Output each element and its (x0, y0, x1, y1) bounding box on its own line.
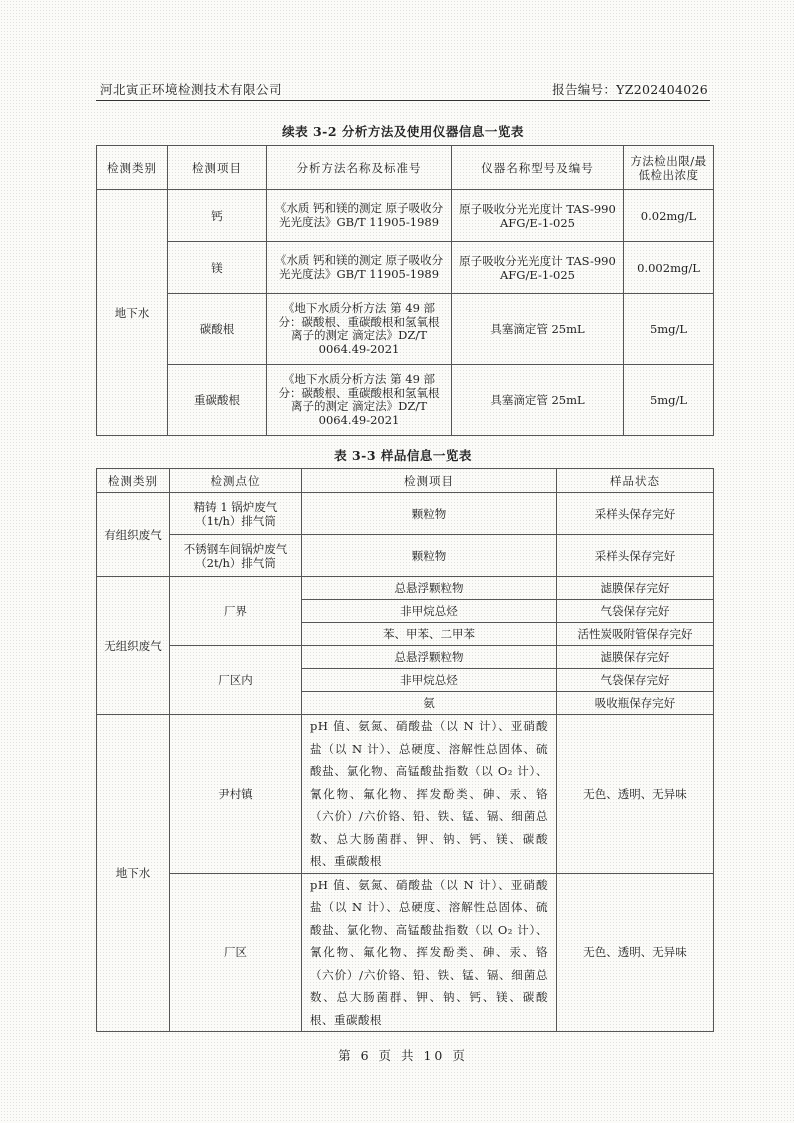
table1-title: 续表 3-2 分析方法及使用仪器信息一览表 (282, 124, 524, 139)
table-row (97, 873, 714, 1032)
item-cell: 钙 (168, 190, 267, 242)
status-cell: 滤膜保存完好 (557, 577, 714, 600)
point-cell: 厂区内 (170, 646, 302, 715)
col-header-method: 分析方法名称及标准号 (267, 146, 452, 190)
item-cell: 总悬浮颗粒物 (302, 577, 557, 600)
col-header-instrument: 仪器名称型号及编号 (452, 146, 624, 190)
page-number: 第 6 页 共 10 页 (338, 1048, 468, 1063)
item-cell: 镁 (168, 242, 267, 294)
table-row (97, 577, 714, 600)
report-number: 报告编号：YZ202404026 (552, 82, 708, 97)
limit-cell: 0.002mg/L (624, 242, 714, 294)
instrument-cell: 具塞滴定管 25mL (452, 294, 624, 365)
item-cell: 颗粒物 (302, 535, 557, 577)
col-header-item: 检测项目 (302, 469, 557, 493)
table-row (97, 535, 714, 577)
item-cell: 非甲烷总烃 (302, 600, 557, 623)
status-cell: 气袋保存完好 (557, 669, 714, 692)
item-cell: 碳酸根 (168, 294, 267, 365)
item-cell: 苯、甲苯、二甲苯 (302, 623, 557, 646)
table-row (97, 493, 714, 535)
status-cell: 滤膜保存完好 (557, 646, 714, 669)
status-cell: 无色、透明、无异味 (557, 873, 714, 1032)
limit-cell: 5mg/L (624, 365, 714, 436)
category-cell: 地下水 (97, 190, 168, 436)
category-cell: 地下水 (97, 715, 170, 1032)
instrument-cell: 原子吸收分光光度计 TAS-990 AFG/E-1-025 (452, 242, 624, 294)
point-cell: 厂区 (170, 873, 302, 1032)
table2-title: 表 3-3 样品信息一览表 (334, 448, 472, 463)
col-header-category: 检测类别 (97, 146, 168, 190)
status-cell: 无色、透明、无异味 (557, 715, 714, 874)
status-cell: 采样头保存完好 (557, 535, 714, 577)
method-cell: 《地下水质分析方法 第 49 部分：碳酸根、重碳酸根和氢氧根离子的测定 滴定法》DZ/T 0064.49-2021 (267, 294, 452, 365)
table1-header-row (97, 146, 714, 190)
point-cell: 精铸 1 锅炉废气（1t/h）排气筒 (170, 493, 302, 535)
items-cell: pH 值、氨氮、硝酸盐（以 N 计）、亚硝酸盐（以 N 计）、总硬度、溶解性总固体、硫酸盐、氯化物、高锰酸盐指数（以 O₂ 计）、氰化物、氟化物、挥发酚类、砷、汞、铬（六价）/六价铬、铅、铁、锰、镉、细菌总数、总大肠菌群、钾、钠、钙、镁、碳酸根、重碳酸根 (302, 715, 557, 874)
item-cell: 氨 (302, 692, 557, 715)
point-cell: 尹村镇 (170, 715, 302, 874)
analysis-method-table (96, 145, 714, 436)
limit-cell: 5mg/L (624, 294, 714, 365)
instrument-cell: 具塞滴定管 25mL (452, 365, 624, 436)
col-header-category: 检测类别 (97, 469, 170, 493)
item-cell: 颗粒物 (302, 493, 557, 535)
items-cell: pH 值、氨氮、硝酸盐（以 N 计）、亚硝酸盐（以 N 计）、总硬度、溶解性总固体、硫酸盐、氯化物、高锰酸盐指数（以 O₂ 计）、氰化物、氟化物、挥发酚类、砷、汞、铬（六价）/六价铬、铅、铁、锰、镉、细菌总数、总大肠菌群、钾、钠、钙、镁、碳酸根、重碳酸根 (302, 873, 557, 1032)
point-cell: 不锈钢车间锅炉废气（2t/h）排气筒 (170, 535, 302, 577)
status-cell: 气袋保存完好 (557, 600, 714, 623)
table-row (97, 190, 714, 242)
item-cell: 非甲烷总烃 (302, 669, 557, 692)
table-row (97, 715, 714, 874)
company-name: 河北寅正环境检测技术有限公司 (100, 82, 283, 97)
table-row (97, 294, 714, 365)
limit-cell: 0.02mg/L (624, 190, 714, 242)
col-header-point: 检测点位 (170, 469, 302, 493)
col-header-limit: 方法检出限/最低检出浓度 (624, 146, 714, 190)
table-row (97, 365, 714, 436)
point-cell: 厂界 (170, 577, 302, 646)
sample-info-table (96, 468, 714, 1032)
status-cell: 采样头保存完好 (557, 493, 714, 535)
table-row (97, 242, 714, 294)
method-cell: 《水质 钙和镁的测定 原子吸收分光光度法》GB/T 11905-1989 (267, 190, 452, 242)
table-row (97, 646, 714, 669)
col-header-item: 检测项目 (168, 146, 267, 190)
item-cell: 总悬浮颗粒物 (302, 646, 557, 669)
instrument-cell: 原子吸收分光光度计 TAS-990 AFG/E-1-025 (452, 190, 624, 242)
method-cell: 《地下水质分析方法 第 49 部分：碳酸根、重碳酸根和氢氧根离子的测定 滴定法》DZ/T 0064.49-2021 (267, 365, 452, 436)
col-header-status: 样品状态 (557, 469, 714, 493)
table2-header-row (97, 469, 714, 493)
status-cell: 吸收瓶保存完好 (557, 692, 714, 715)
category-cell: 无组织废气 (97, 577, 170, 715)
item-cell: 重碳酸根 (168, 365, 267, 436)
method-cell: 《水质 钙和镁的测定 原子吸收分光光度法》GB/T 11905-1989 (267, 242, 452, 294)
page-header (96, 78, 710, 101)
status-cell: 活性炭吸附管保存完好 (557, 623, 714, 646)
category-cell: 有组织废气 (97, 493, 170, 577)
